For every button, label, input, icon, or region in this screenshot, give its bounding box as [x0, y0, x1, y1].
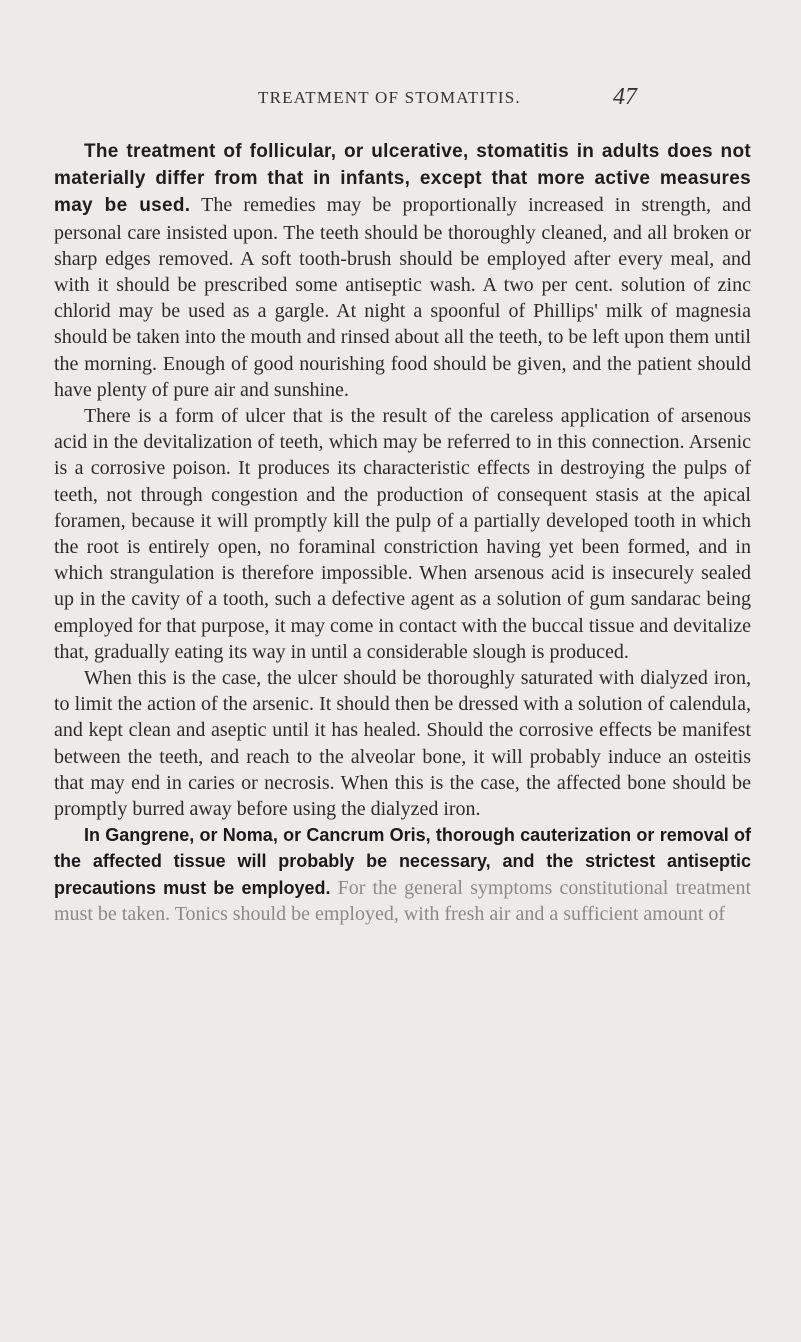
paragraph-text: There is a form of ulcer that is the result of the careless application of arsenous acid in the devitalization of teeth, which may be referred to in this connection. Arsenic is a corrosive poison. It produces its characteristic effects in destroying the pulps of teeth, not through congestion and the production of consequent stasis at the apical foramen, because it will promptly kill the pulp of a partially developed tooth in which the root is entirely open, no foraminal constriction having yet been formed, and in which strangulation is therefore impossible. When arsenous acid is insecurely sealed up in the cavity of a tooth, such a defective agent as a solution of gum sandarac being employed for that purpose, it may come in contact with the buccal tissue and devitalize that, gradually eating its way in until a considerable slough is produced. — [54, 405, 752, 663]
paragraph-text: The remedies may be proportionally increased in strength, and personal care insisted upon. The teeth should be thoroughly cleaned, and all broken or sharp edges removed. A soft tooth-brush should be employed after every meal, and with it should be prescribed some antiseptic wash. A two per cent. solution of zinc chlorid may be used as a gargle. At night a spoonful of Phillips' milk of magnesia should be taken into the mouth and rinsed about all the teeth, to be left upon them until the morning. Enough of good nourishing food should be given, and the patient should have plenty of pure air and sunshine. — [54, 194, 751, 401]
bold-lead-sentence: In Gangrene, or Noma, or Cancrum Oris, thorough cauterization or removal of the affected tissue will probably be necessary, and the strictest antiseptic precautions must be employed. — [54, 825, 751, 898]
paragraph-gangrene — [54, 822, 751, 927]
body-text — [54, 138, 751, 927]
paragraph-follicular-stomatitis — [54, 138, 751, 403]
bold-lead-sentence: The treatment of follicular, or ulcerative, stomatitis in adults does not materially differ from that in infants, except that more active measures may be used. — [54, 141, 751, 217]
page-number: 47 — [613, 84, 637, 110]
running-head: TREATMENT OF STOMATITIS. — [258, 88, 521, 107]
paragraph-text: For the general symptoms constitutional treatment must be taken. Tonics should be employed, with fresh air and a sufficient amount of — [54, 876, 752, 925]
paragraph-arsenic-ulcer — [54, 403, 751, 665]
paragraph-ulcer-treatment — [54, 665, 751, 822]
paragraph-text: When this is the case, the ulcer should be thoroughly saturated with dialyzed iron, to limit the action of the arsenic. It should then be dressed with a solution of calendula, and kept clean and aseptic until it has healed. Should the corrosive effects be manifest between the teeth, and reach to the alveolar bone, it will probably induce an osteitis that may end in caries or necrosis. When this is the case, the affected bone should be promptly burred away before using the dialyzed iron. — [54, 667, 751, 821]
